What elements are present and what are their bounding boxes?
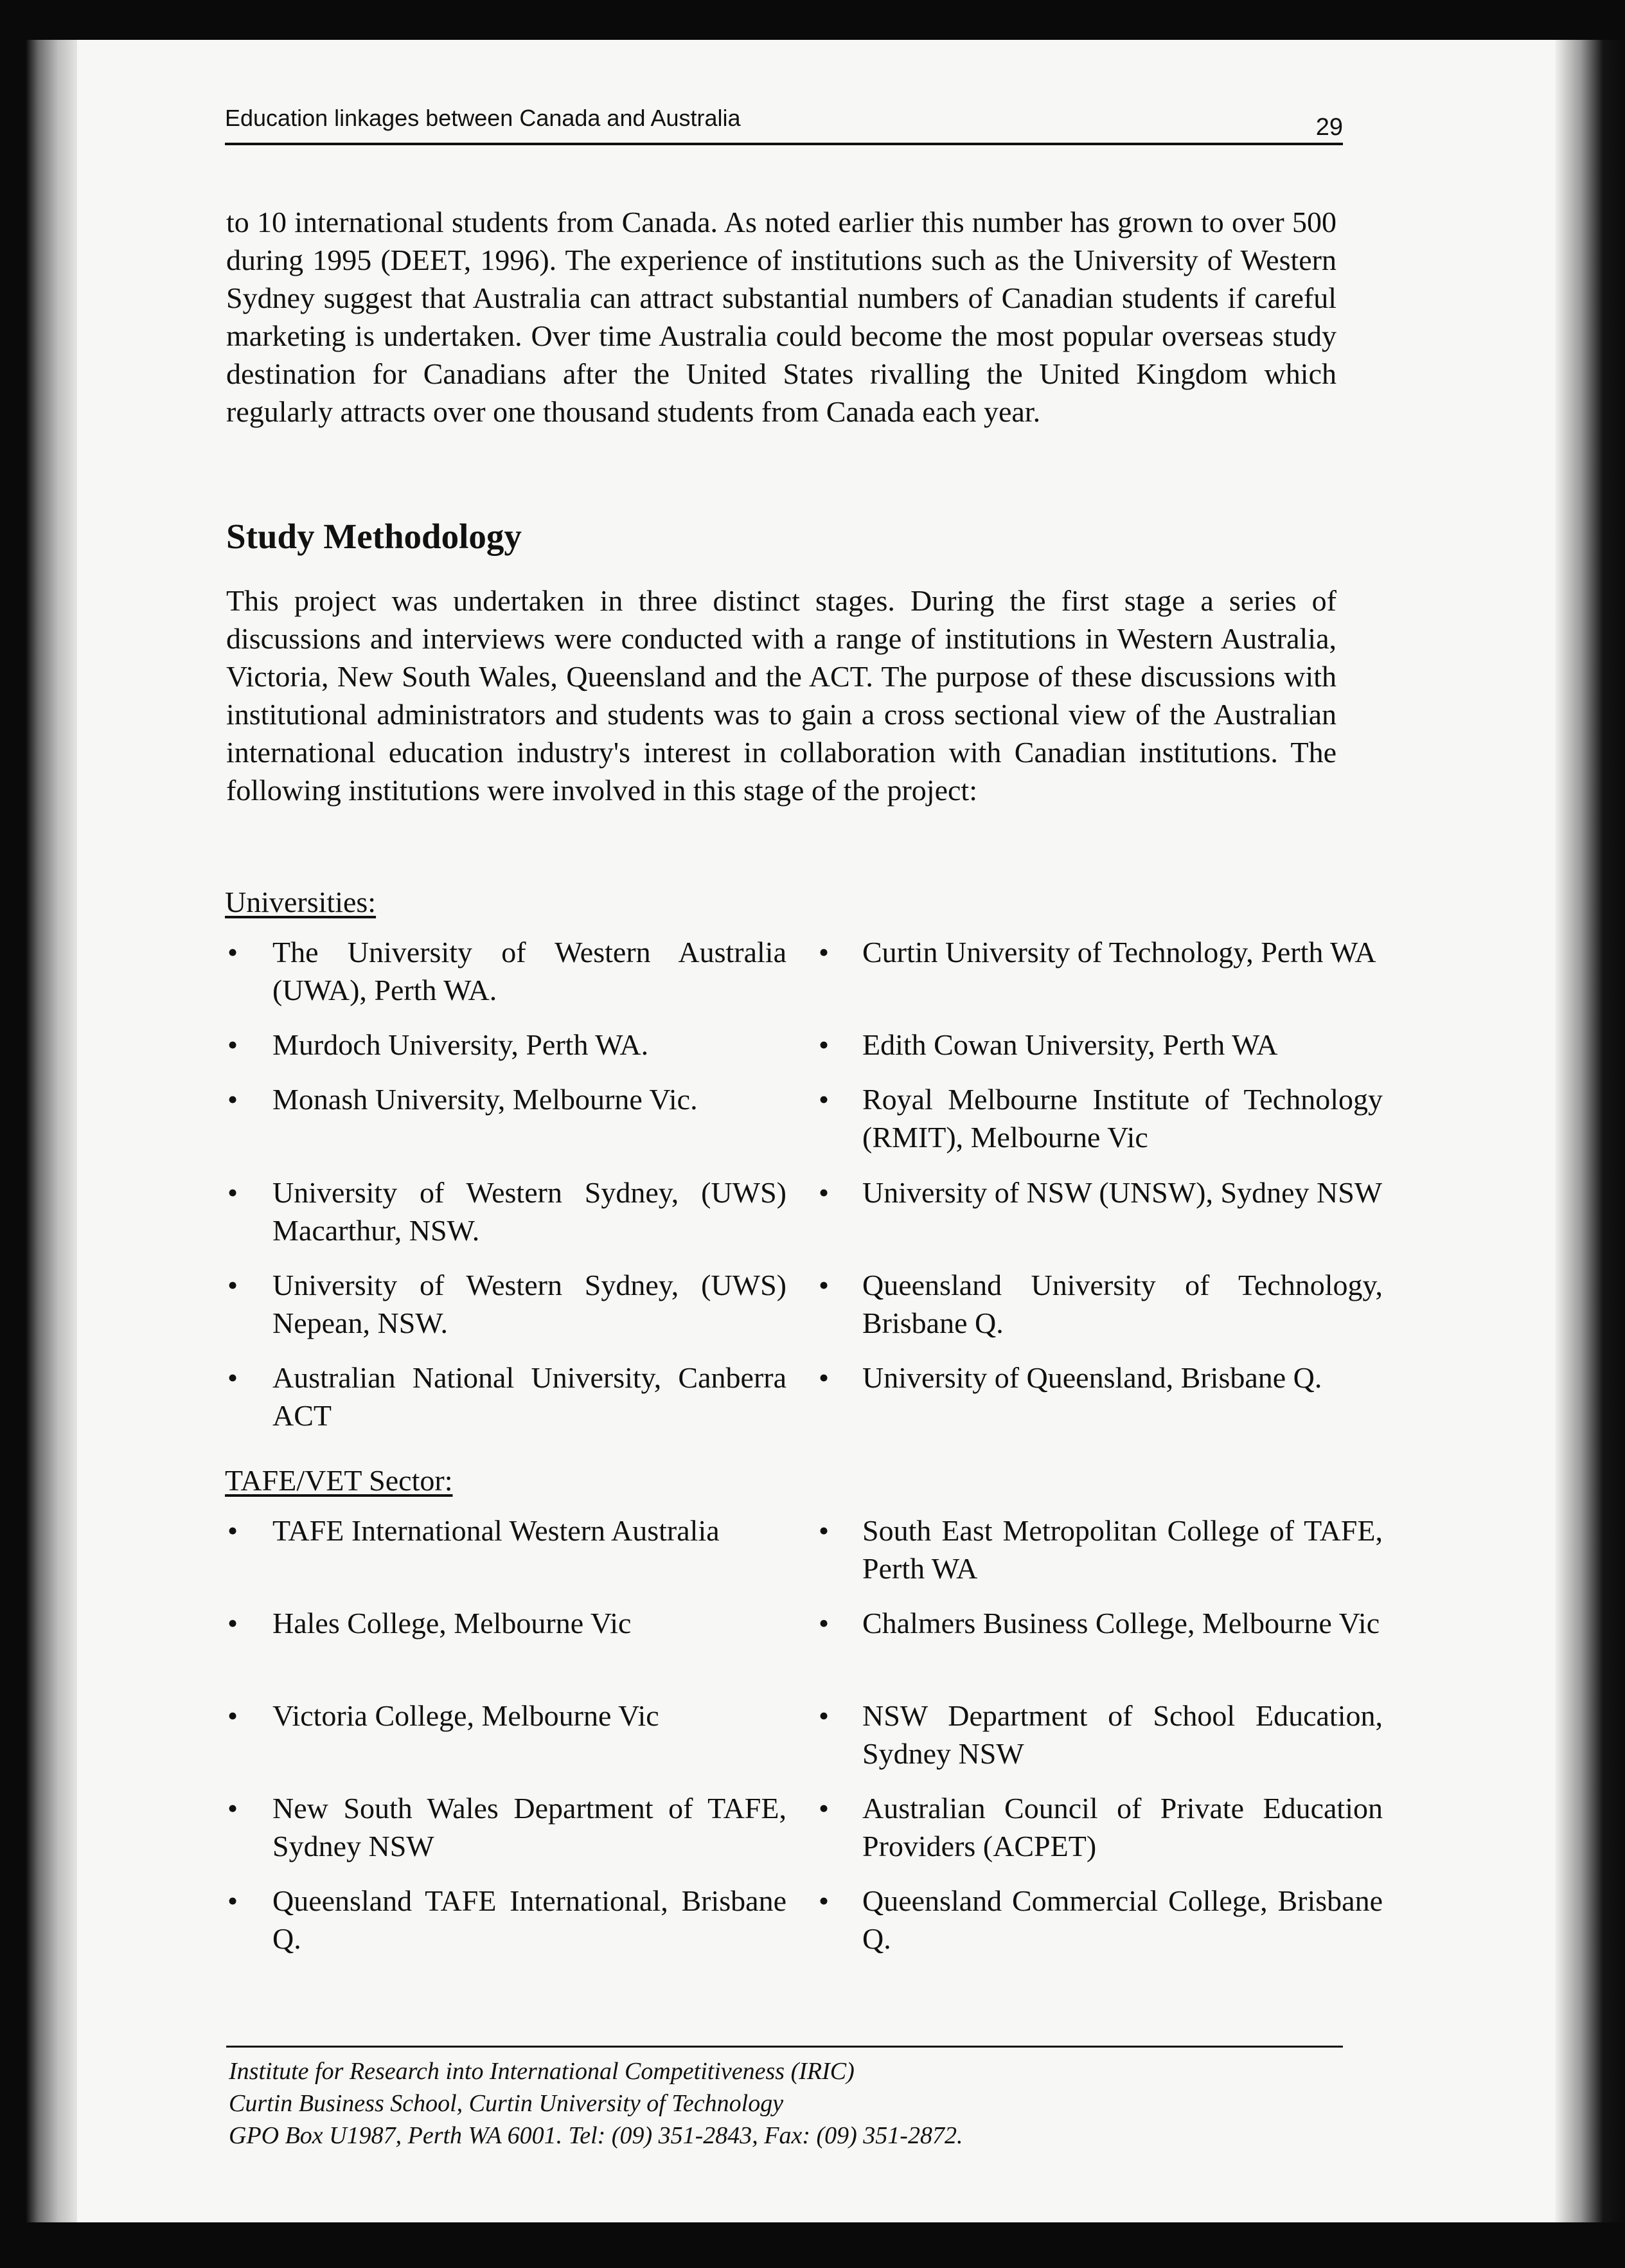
scan-edge-top [0,0,1625,40]
list-item: • Monash University, Melbourne Vic. [226,1080,793,1118]
list-item: • Chalmers Business College, Melbourne Vic [817,1604,1383,1642]
list-item: • Australian Council of Private Education Providers (ACPET) [817,1789,1383,1865]
section-heading: Study Methodology [226,517,522,556]
page-number: 29 [1315,114,1343,141]
running-title: Education linkages between Canada and Australia [225,105,741,131]
list-item: • Queensland TAFE International, Brisbane Q. [226,1882,793,1958]
list-item: • NSW Department of School Education, Sydney NSW [817,1697,1383,1772]
list-item: • University of NSW (UNSW), Sydney NSW [817,1174,1383,1211]
scan-edge-left [0,0,77,2268]
list-item: • New South Wales Department of TAFE, Sydney NSW [226,1789,793,1865]
list-item: • Curtin University of Technology, Perth WA [817,933,1383,971]
list-item: • TAFE International Western Australia [226,1512,793,1549]
list-item: • Queensland University of Technology, Brisbane Q. [817,1266,1383,1342]
footer-contact: GPO Box U1987, Perth WA 6001. Tel: (09) 351-2843, Fax: (09) 351-2872. [229,2122,963,2149]
methodology-paragraph: This project was undertaken in three distinct stages. During the first stage a series of discussions and interviews were conducted with a range of institutions in Western Australia, Victoria, New South Wales, Queensland and the ACT. The purpose of these discussions with institutional administrators and students was to gain a cross sectional view of the Australian international education industry's interest in collaboration with Canadian institutions. The following institutions were involved in this stage of the project: [226,584,1336,807]
universities-heading: Universities: [225,886,377,918]
footer-rule [226,2046,1343,2048]
list-item: • University of Western Sydney, (UWS) Macarthur, NSW. [226,1174,793,1249]
list-item: • Royal Melbourne Institute of Technology (RMIT), Melbourne Vic [817,1080,1383,1156]
footer [229,2055,1347,2152]
list-item: • Edith Cowan University, Perth WA [817,1026,1383,1064]
scan-edge-bottom [0,2222,1625,2268]
list-item: • The University of Western Australia (UWA), Perth WA. [226,933,793,1009]
list-item: • University of Western Sydney, (UWS) Nepean, NSW. [226,1266,793,1342]
list-item: • Murdoch University, Perth WA. [226,1026,793,1064]
list-item: • Queensland Commercial College, Brisbane Q. [817,1882,1383,1958]
list-item: • South East Metropolitan College of TAFE, Perth WA [817,1512,1383,1587]
list-item: • Australian National University, Canberra ACT [226,1359,793,1434]
list-item: • University of Queensland, Brisbane Q. [817,1359,1383,1397]
footer-school: Curtin Business School, Curtin University of Technology [229,2090,784,2117]
list-item: • Victoria College, Melbourne Vic [226,1697,793,1735]
intro-paragraph: to 10 international students from Canada. As noted earlier this number has grown to over 500 during 1995 (DEET, 1996). The experience of institutions such as the University of Western Sydney suggest that Australia can attract substantial numbers of Canadian students if careful marketing is undertaken. Over time Australia could become the most popular overseas study destination for Canadians after the United States rivalling the United Kingdom which regularly attracts over one thousand students from Canada each year. [226,206,1336,428]
scan-edge-right [1555,0,1625,2268]
running-header [225,103,1343,145]
list-item: • Hales College, Melbourne Vic [226,1604,793,1642]
footer-institute: Institute for Research into International Competitiveness (IRIC) [229,2058,855,2085]
tafe-heading: TAFE/VET Sector: [225,1464,453,1497]
